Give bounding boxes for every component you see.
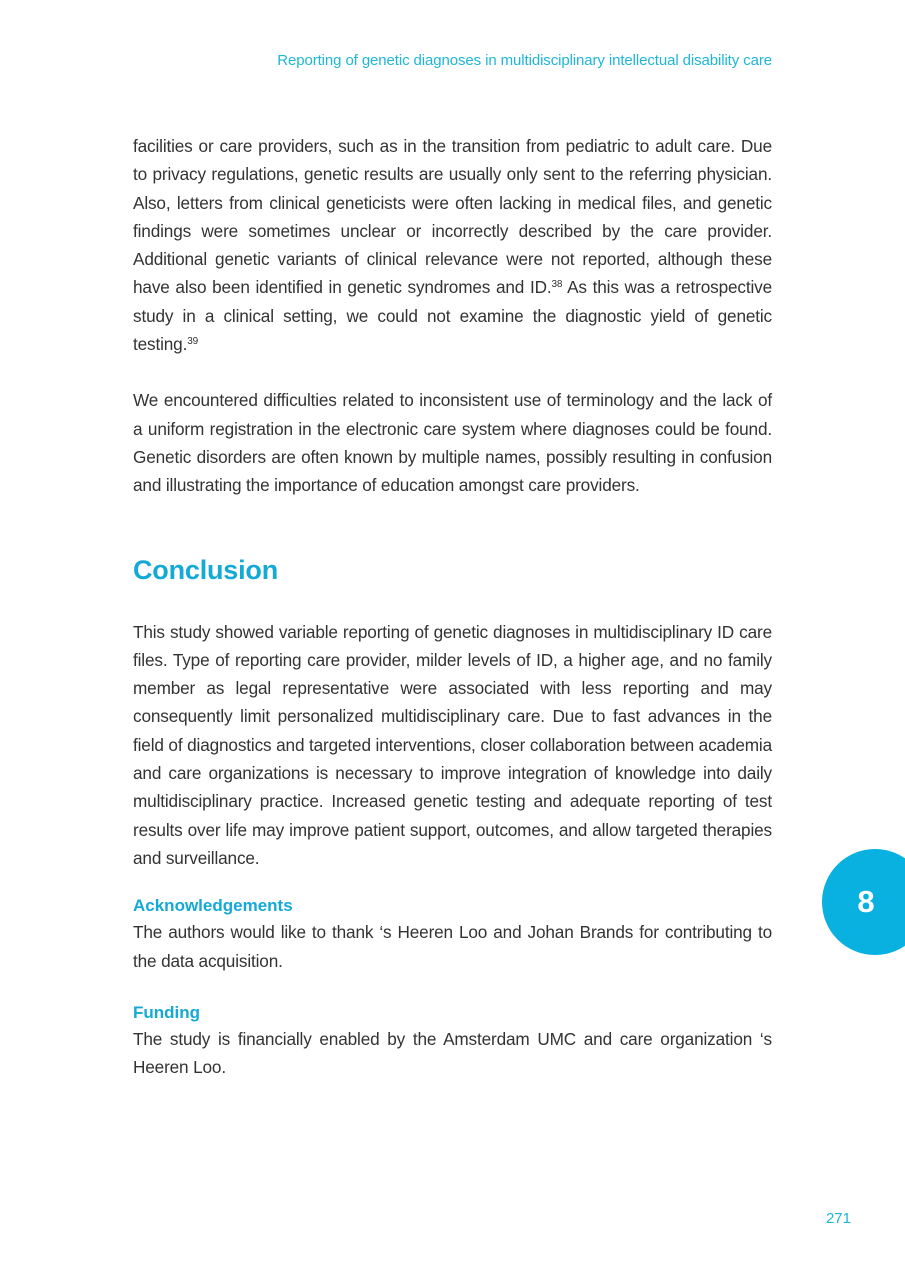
paragraph-text: As this was a retrospective study in a clinical setting, we could not examine the diagnostic yield of genetic testing.	[133, 277, 773, 355]
running-header: Reporting of genetic diagnoses in multidisciplinary intellectual disability care	[277, 52, 772, 69]
funding-paragraph: The study is financially enabled by the Amsterdam UMC and care organization ‘s Heeren Loo.	[133, 1028, 772, 1078]
acknowledgements-heading: Acknowledgements	[133, 896, 293, 916]
body-paragraph-1	[133, 132, 772, 358]
acknowledgements-paragraph: The authors would like to thank ‘s Heeren Loo and Johan Brands for contributing to the data acquisition.	[133, 922, 772, 971]
reference-38: 38	[551, 279, 563, 291]
reference-39: 39	[187, 336, 199, 348]
body-paragraph-2: We encountered difficulties related to inconsistent use of terminology and the lack of a uniform registration in the electronic care system where diagnoses could be found. Genetic disorders are often known by multiple names, possibly resulting in confusion and illustrating the importance of education amongst care providers.	[133, 390, 772, 496]
conclusion-paragraph: This study showed variable reporting of genetic diagnoses in multidisciplinary ID care files. Type of reporting care provider, milder levels of ID, a higher age, and no family member as legal representative were associated with less reporting and may consequently limit personalized multidisciplinary care. Due to fast advances in the field of diagnostics and targeted interventions, closer collaboration between academia and care organizations is necessary to improve integration of knowledge into daily multidisciplinary practice. Increased genetic testing and adequate reporting of test results over life may improve patient support, outcomes, and allow targeted therapies and surveillance.	[133, 621, 772, 868]
chapter-tab	[822, 849, 905, 955]
paragraph-text: facilities or care providers, such as in the transition from pediatric to adult care. Due to privacy regulations, genetic results are usually only sent to the referring physician. Also, letters from clinical geneticists were often lacking in medical files, and genetic findings were sometimes unclear or incorrectly described by the care provider. Additional genetic variants of clinical relevance were not reported, although these have also been identified in genetic syndromes and ID.	[133, 136, 772, 298]
chapter-number: 8	[857, 884, 875, 919]
funding-heading: Funding	[133, 1002, 201, 1022]
conclusion-heading: Conclusion	[133, 554, 278, 585]
page-body	[133, 132, 772, 1081]
page-number: 271	[825, 1210, 851, 1227]
